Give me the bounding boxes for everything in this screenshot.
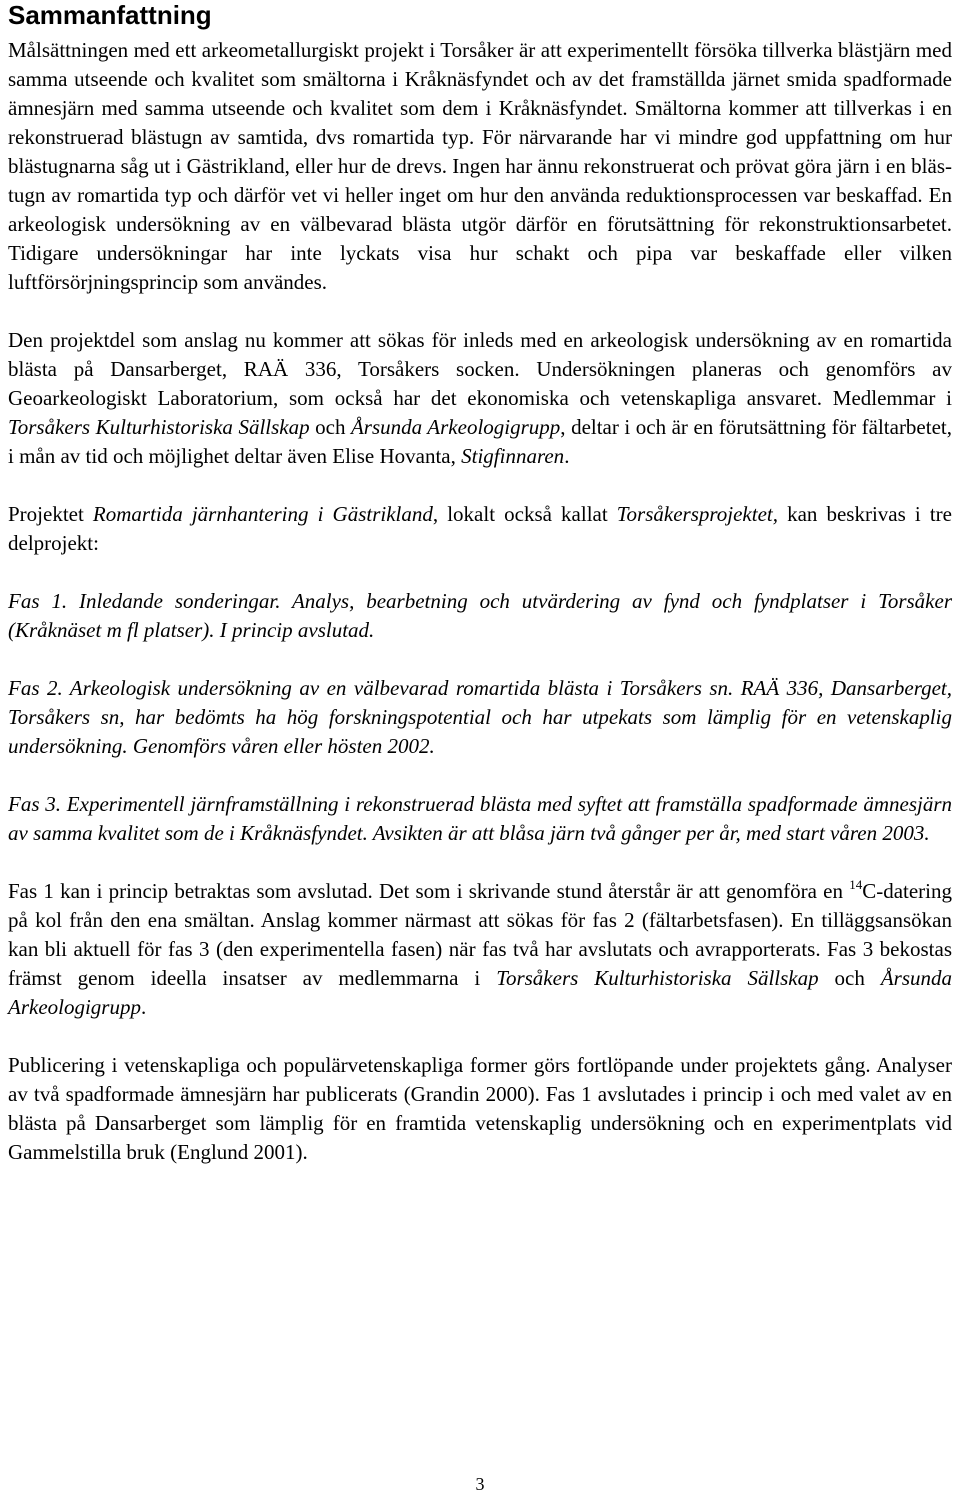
page-number: 3 bbox=[475, 1474, 485, 1494]
p3-text-e: kan beskrivas i tre delprojekt: bbox=[8, 502, 952, 555]
phase-1-text: Fas 1. Inledande sonderingar. Analys, bearbetning och utvärdering av fynd och fyndplatser i Torsåker (Kråknäset m fl platser). I princip avslutad. bbox=[8, 589, 952, 642]
p2-society-name: Torsåkers Kulturhistoriska Sällskap bbox=[8, 415, 310, 439]
p2-stigfinnaren: Stigfinnaren bbox=[461, 444, 565, 468]
p3-text-a: Projektet bbox=[8, 502, 93, 526]
p4-superscript: 14 bbox=[849, 877, 863, 892]
p2-text-c: och bbox=[309, 415, 351, 439]
paragraph-project-intro bbox=[8, 500, 952, 558]
phase-2-text: Fas 2. Arkeologisk undersökning av en välbevarad romartida blästa i Torsåkers sn. RAÄ 336, Dansarberget, Torsåkers sn, har bedömts ha hög forskningspotential och har utpekats som lämplig för en vetenskaplig undersökning. Genomförs våren eller hösten 2002. bbox=[8, 676, 952, 758]
p3-project-alias: Torsåkersprojektet, bbox=[616, 502, 778, 526]
paragraph-goal: Målsättningen med ett arkeometallurgiskt projekt i Torsåker är att experimentellt försöka tillverka blästjärn med samma utseende och kvalitet som smältorna i Kråknäsfyndet och av det framställda järnet smida spadformade ämnesjärn med samma utseende och kvalitet som dem i Kråknäsfyndet. Smältorna kommer att tillverkas i en rekonstruerad blästugn av samtida, dvs romartida typ. För närvarande har vi mindre god uppfattning om hur blästugnarna såg ut i Gästrikland, eller hur de drevs. Ingen har ännu rekonstruerat och prövat göra järn i en blästugn av romartida typ och därför vet vi heller inget om hur den använda reduktionsprocessen var beskaffad. En arkeologisk undersökning av en välbevarad blästa utgör därför en förutsättning för rekonstruktionsarbetet. Tidigare undersökningar har inte lyckats visa hur schakt och pipa var beskaffade eller vilken luftförsörjningsprincip som användes. bbox=[8, 38, 952, 294]
p4-society-name: Torsåkers Kulturhistoriska Sällskap bbox=[496, 966, 819, 990]
p2-text-a: Den projektdel som anslag nu kommer att sökas för inleds med en arkeologisk undersökning av en romartida blästa på Dansarberget, RAÄ 336, Torsåkers socken. Undersökningen planeras och genomförs av Geoarkeologiskt Laboratorium, som också har det ekonomiska och vetenskapliga ansvaret. Medlemmar i bbox=[8, 328, 952, 410]
paragraph-status bbox=[8, 877, 952, 1022]
phase-3-text: Fas 3. Experimentell järnframställning i rekonstruerad blästa med syftet att framställa spadformade ämnesjärn av samma kvalitet som de i Kråknäsfyndet. Avsikten är att blåsa järn två gånger per år, med start våren 2003. bbox=[8, 792, 952, 845]
p2-group-name: Årsunda Arkeologigrupp bbox=[350, 415, 561, 439]
phase-2 bbox=[8, 674, 952, 761]
paragraph-project-part bbox=[8, 326, 952, 471]
phase-1 bbox=[8, 587, 952, 645]
p3-text-c: , lokalt också kallat bbox=[432, 502, 617, 526]
paragraph-publication: Publicering i vetenskapliga och populärvetenskapliga former görs fortlöpande under projektets gång. Analyser av två spadformade ämnesjärn har publicerats (Grandin 2000). Fas 1 avslutades i princip i och med valet av en blästa på Dansarberget som lämplig för en framtida vetenskaplig undersökning och en experimentplats vid Gammelstilla bruk (Englund 2001). bbox=[8, 1053, 952, 1164]
section-title: Sammanfattning bbox=[8, 0, 212, 30]
p4-text-a: Fas 1 kan i princip betraktas som avslutad. Det som i skrivande stund återstår är att genomföra en bbox=[8, 879, 850, 903]
p2-text-e: , deltar i och är en förutsättning för fältarbetet, i mån av tid och möjlighet deltar även Elise Hovanta, bbox=[8, 415, 952, 468]
p4-text-b: C-datering på kol från den ena smältan. Anslag kommer närmast att sökas för fas 2 (fältarbetsfasen). En tilläggsansökan kan bli aktuell för fas 3 (den experimentella fasen) när fas två har avslutats och avrapporterats. Fas 3 bekostas främst genom ideella insatser av medlemmarna i bbox=[8, 879, 952, 990]
p4-group-name: Årsunda Arkeologigrupp bbox=[8, 966, 952, 1019]
p2-text-g: . bbox=[564, 444, 570, 468]
p4-text-f: . bbox=[140, 995, 147, 1019]
p4-text-d: och bbox=[818, 966, 881, 990]
p3-project-title: Romartida järnhantering i Gästrikland bbox=[92, 502, 433, 526]
document-page bbox=[8, 0, 952, 1167]
phase-3 bbox=[8, 790, 952, 848]
